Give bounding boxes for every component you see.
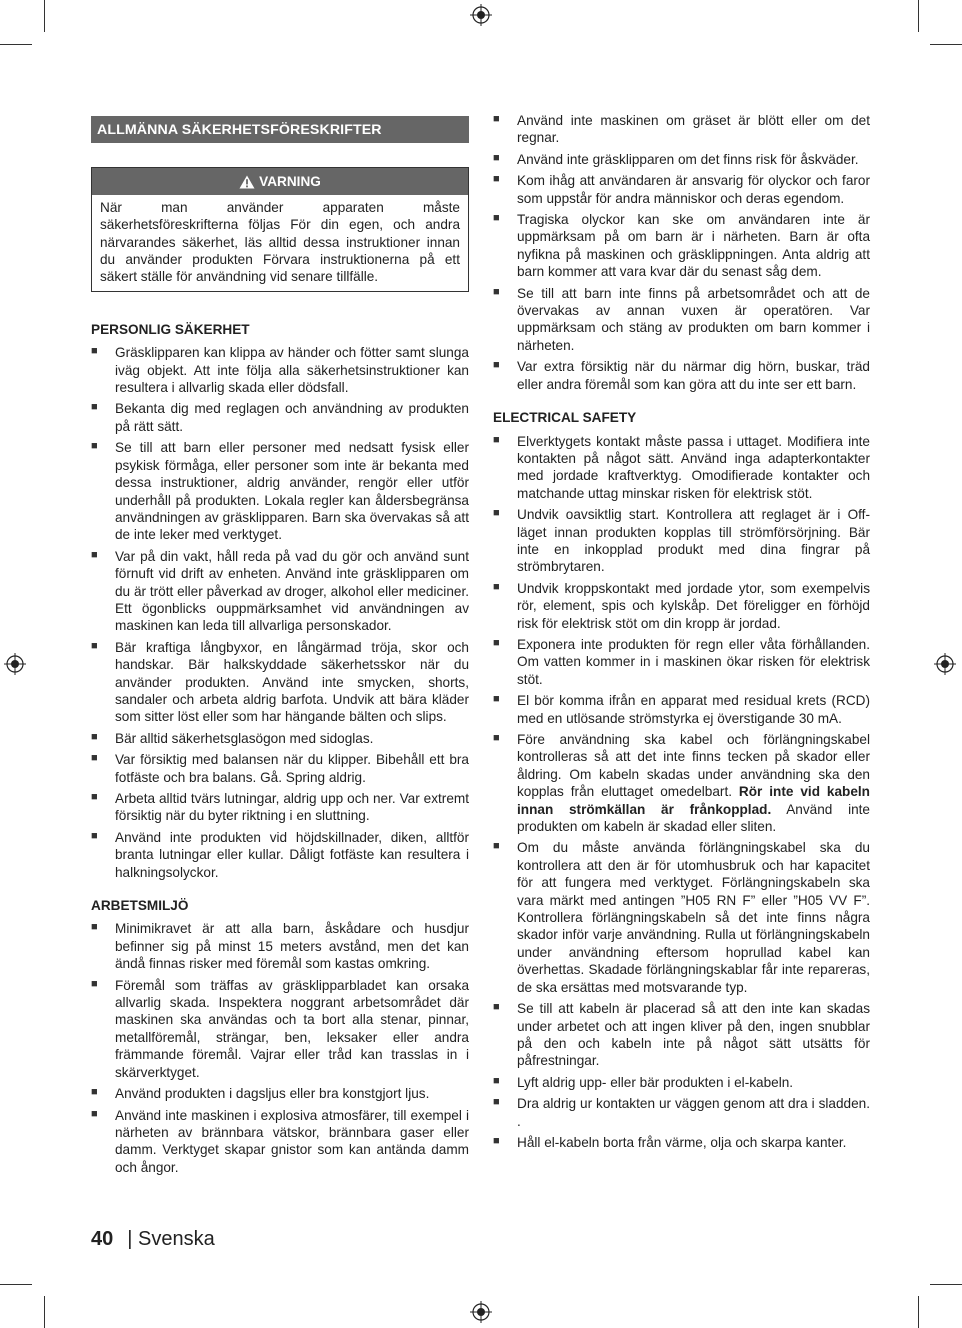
list-item: ■ Använd inte produkten vid höjdskillnader, diken, alltför branta lutningar eller kullar. Dåligt fotfäste kan resultera i halkningsolyckor.	[91, 829, 469, 881]
personal-safety-list	[91, 344, 469, 881]
list-item: ■ Dra aldrig ur kontakten ur väggen genom att dra i sladden. .	[493, 1095, 870, 1130]
list-item: ■ Använd produkten i dagsljus eller bra konstgjort ljus.	[91, 1085, 469, 1102]
cable-text-pre: Före användning ska kabel och förlängningskabel kontrolleras så att det inte finns tecken på skador eller åldring. Om kabeln skadas under användning ska den kopplas från eluttaget omedelbart.	[517, 732, 870, 800]
personal-safety-heading: PERSONLIG SÄKERHET	[91, 321, 250, 337]
left-column	[91, 112, 469, 1180]
list-item: ■ El bör komma ifrån en apparat med residual krets (RCD) med en utlösande strömstyrka ej överstigande 30 mA.	[493, 692, 870, 727]
list-item	[493, 731, 870, 835]
warning-box	[91, 167, 469, 291]
warning-title: VARNING	[259, 174, 321, 190]
list-item: ■ Gräsklipparen kan klippa av händer och fötter samt slunga iväg objekt. Att inte följa alla säkerhetsinstruktioner kan resultera i allvarlig skada eller dödsfall.	[91, 344, 469, 396]
registration-mark-icon	[470, 1301, 492, 1323]
list-item: ■ Använd inte maskinen i explosiva atmosfärer, till exempel i närheten av brännbara vätskor, brännbara gaser eller damm. Verktyget skapar gnistor som kan antända damm och ångor.	[91, 1107, 469, 1177]
list-item: ■ Arbeta alltid tvärs lutningar, aldrig upp och ner. Var extremt försiktig när du byter riktning i en sluttning.	[91, 790, 469, 825]
list-item: ■ Bär alltid säkerhetsglasögon med sidoglas.	[91, 730, 469, 747]
crop-mark	[918, 1296, 919, 1328]
list-item: ■ Håll el-kabeln borta från värme, olja och skarpa kanter.	[493, 1134, 870, 1151]
general-safety-list	[493, 112, 870, 393]
cable-text-bold: Rör inte vid kabeln innan strömkällan är frånkopplad.	[517, 784, 870, 817]
section-title: ALLMÄNNA SÄKERHETSFÖRESKRIFTER	[91, 116, 469, 143]
registration-mark-icon	[934, 653, 956, 675]
list-item: ■ Tragiska olyckor kan ske om användaren inte är uppmärksam på om barn är i närheten. Barn är ofta nyfikna på maskinen och gräsklippningen. Anta aldrig att barn kommer att vara kvar där du senast såg dem.	[493, 211, 870, 281]
registration-mark-icon	[4, 653, 26, 675]
list-item: ■ Se till att barn inte finns på arbetsområdet och att de övervakas av annan vuxen är operatören. Var uppmärksam och stäng av produkten om barn kommer i närheten.	[493, 285, 870, 355]
electrical-safety-heading: ELECTRICAL SAFETY	[493, 410, 637, 426]
list-item: ■ Bär kraftiga långbyxor, en långärmad tröja, skor och handskar. Bär halkskyddade säkerhetsskor när du använder produkten. Använd inte smycken, shorts, sandaler och arbeta aldrig barfota. Undvik att bära kläder som sitter löst eller som har hängande bälten och slips.	[91, 639, 469, 726]
list-item: ■ Var på din vakt, håll reda på vad du gör och använd sunt förnuft vid drift av enheten. Använd inte gräsklipparen om du är trött eller påverkad av droger, alkohol eller mediciner. Ett ögonblicks ouppmärksamhet vid användningen av maskinen kan leda till allvarliga personskador.	[91, 548, 469, 635]
crop-mark	[930, 44, 962, 45]
list-item: ■ Undvik oavsiktlig start. Kontrollera att reglaget är i Off-läget innan produkten kopplas till strömförsörjning. Bär inte en inkopplad produkt med dina fingrar på strömbrytaren.	[493, 506, 870, 576]
list-item: ■ Var försiktig med balansen när du klipper. Bibehåll ett bra fotfäste och bra balans. Gå. Spring aldrig.	[91, 751, 469, 786]
list-item: ■ Om du måste använda förlängningskabel ska du kontrollera att den är för utomhusbruk och har kapacitet för att fungera med verktyget. Förlängningskabeln ska vara märkt med antingen ”H05 RN F” eller ”H05 VV F”. Kontrollera förlängningskabeln så det inte finns några skador inför varje användning. Rulla ut förlängningskabeln under användning eftersom hoprullad kabel kan överhettas. Skadade förlängningskablar får inte repareras, de ska ersättas med motsvarande typ.	[493, 839, 870, 996]
list-item: ■ Elverktygets kontakt måste passa i uttaget. Modifiera inte kontakten på något sätt. Använd inga adapterkontakter med jordade kraftverktyg. Omodifierade kontakter och matchande uttag minskar risken för elektrisk stöt.	[493, 433, 870, 503]
page-number: 40	[91, 1228, 114, 1250]
crop-mark	[44, 1296, 45, 1328]
crop-mark	[0, 1284, 32, 1285]
right-column	[493, 112, 870, 1155]
list-item: ■ Exponera inte produkten för regn eller våta förhållanden. Om vatten kommer in i maskinen ökar risken för elektrisk stöt.	[493, 636, 870, 688]
list-item: ■ Var extra försiktig när du närmar dig hörn, buskar, träd eller andra föremål som kan göra att du inte ser ett barn.	[493, 358, 870, 393]
list-item: ■ Bekanta dig med reglagen och användning av produkten på rätt sätt.	[91, 400, 469, 435]
list-item: ■ Kom ihåg att användaren är ansvarig för olyckor och faror som uppstår för andra människor och deras egendom.	[493, 172, 870, 207]
list-item: ■ Se till att kabeln är placerad så att den inte kan skadas under arbetet och att ingen kliver på den, ingen snubblar på den och kabeln inte på något sätt utsätts för påfrestningar.	[493, 1000, 870, 1070]
page-footer	[91, 1228, 215, 1251]
warning-triangle-icon	[239, 175, 255, 189]
list-item: ■ Föremål som träffas av gräsklipparbladet kan orsaka allvarlig skada. Inspektera noggrant arbetsområdet där maskinen ska användas och ta bort alla stenar, pinnar, metallföremål, strängar, ben, leksaker eller andra främmande föremål. Vajrar eller tråd kan trasslas in i skärverktyget.	[91, 977, 469, 1081]
language-label: | Svenska	[127, 1228, 215, 1250]
list-item: ■ Undvik kroppskontakt med jordade ytor, som exempelvis rör, element, spis och kylskåp. Det föreligger en förhöjd risk för elektrisk stöt om din kropp är jordad.	[493, 580, 870, 632]
crop-mark	[0, 44, 32, 45]
warning-text: När man använder apparaten måste säkerhetsföreskrifterna följas För din egen, och andra närvarandes säkerhet, läs alltid dessa instruktioner innan du använder produkten Förvara instruktionerna på ett säkert ställe för användning vid senare tillfälle.	[100, 199, 460, 285]
warning-header	[92, 168, 468, 194]
list-item: ■ Se till att barn eller personer med nedsatt fysisk eller psykisk förmåga, eller personer som inte är bekanta med dessa instruktioner, aldrig använder, rengör eller utför underhåll på produkten. Lokala regler kan åldersbegränsa användningen av gräsklipparen. Barn ska övervakas så att de inte leker med verktyget.	[91, 439, 469, 543]
list-item: ■ Använd inte maskinen om gräset är blött eller om det regnar.	[493, 112, 870, 147]
work-environment-heading: ARBETSMILJÖ	[91, 898, 189, 914]
list-item: ■ Minimikravet är att alla barn, åskådare och husdjur befinner sig på minst 15 meters avstånd, men det kan ändå finnas risker med föremål som kastas omkring.	[91, 920, 469, 972]
list-item: ■ Använd inte gräsklipparen om det finns risk för åskväder.	[493, 151, 870, 168]
crop-mark	[918, 0, 919, 32]
electrical-safety-list	[493, 433, 870, 1152]
work-environment-list	[91, 920, 469, 1176]
crop-mark	[930, 1284, 962, 1285]
list-item: ■ Lyft aldrig upp- eller bär produkten i el-kabeln.	[493, 1074, 870, 1091]
cable-text-post: Använd inte produkten om kabeln är skadad eller sliten.	[517, 801, 870, 835]
crop-mark	[44, 0, 45, 32]
registration-mark-icon	[470, 4, 492, 26]
